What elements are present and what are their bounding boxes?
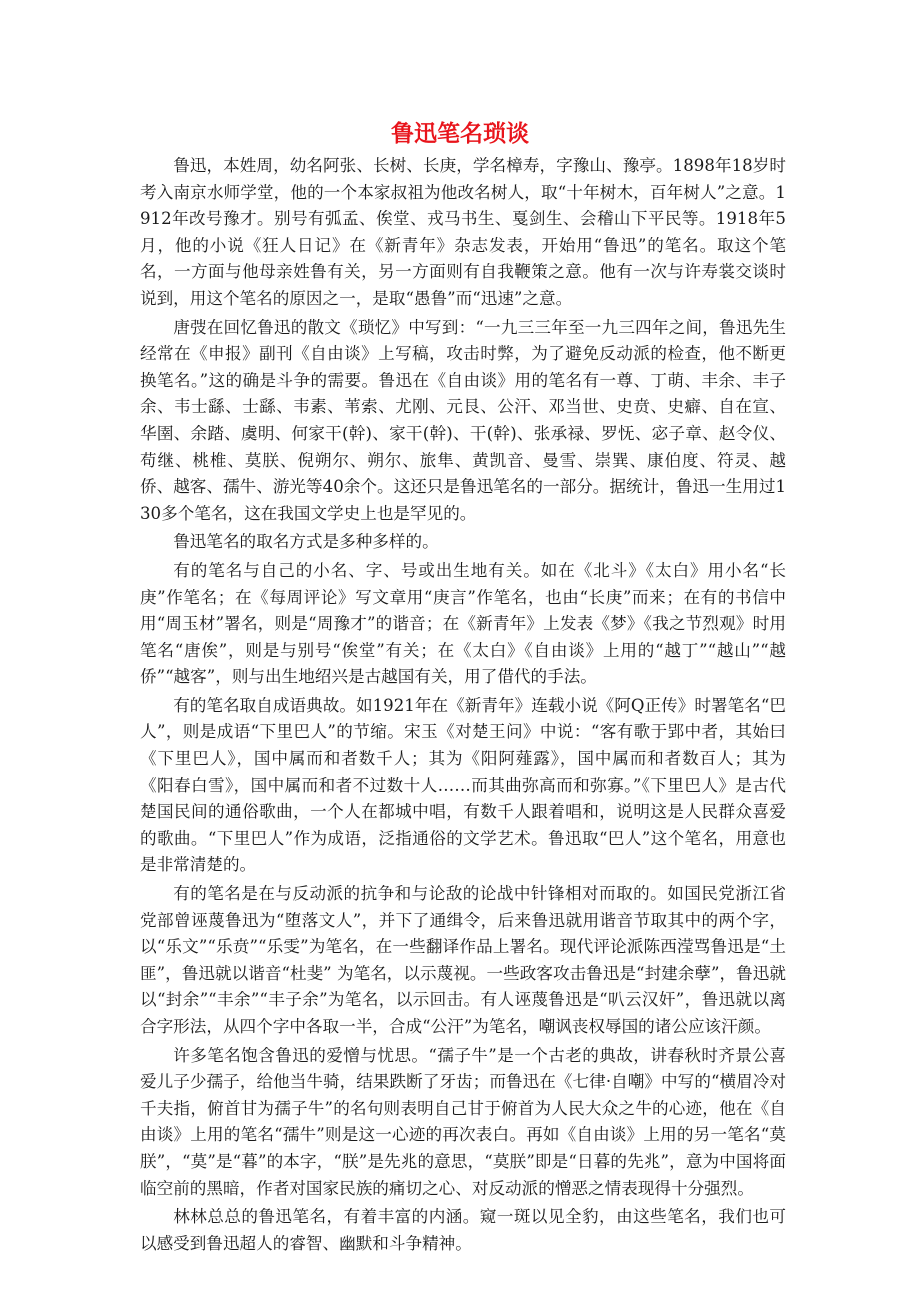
paragraph-8: 林林总总的鲁迅笔名，有着丰富的内涵。窥一斑以见全豹，由这些笔名，我们也可以感受到鲁迅超人的睿智、幽默和斗争精神。 [140, 1207, 786, 1253]
paragraph-7: 许多笔名饱含鲁迅的爱憎与忧思。“孺子牛”是一个古老的典故，讲春秋时齐景公喜爱儿子少孺子，给他当牛骑，结果跌断了牙齿；而鲁迅在《七律·自嘲》中写的“横眉冷对千夫指，俯首甘为孺子牛”的名句则表明自己甘于俯首为人民大众之牛的心迹，他在《自由谈》上用的笔名“孺牛”则是这一心迹的再次表白。再如《自由谈》上用的另一笔名“莫朕”，“莫”是“暮”的本字，“朕”是先兆的意思，“莫朕”即是“日暮的先兆”，意为中国将面临空前的黑暗，作者对国家民族的痛切之心、对反动派的憎恶之情表现得十分强烈。 [140, 1045, 786, 1198]
paragraph-2: 唐弢在回忆鲁迅的散文《琐忆》中写到：“一九三三年至一九三四年之间，鲁迅先生经常在《申报》副刊《自由谈》上写稿，攻击时弊，为了避免反动派的检查，他不断更换笔名。”这的确是斗争的需要。鲁迅在《自由谈》用的笔名有一尊、丁萌、丰余、丰子余、韦士繇、士繇、韦素、苇索、尤刚、元艮、公汗、邓当世、史贲、史癖、自在宣、华圉、余踏、虞明、何家干(幹)、家干(幹)、干(幹)、张承禄、罗怃、宓子章、赵令仪、苟继、桃椎、莫朕、倪朔尔、朔尔、旅隼、黄凯音、曼雪、崇巽、康伯度、符灵、越侨、越客、孺牛、游光等40余个。这还只是鲁迅笔名的一部分。据统计，鲁迅一生用过130多个笔名，这在我国文学史上也是罕见的。 [140, 317, 786, 523]
document-body [140, 153, 786, 1259]
paragraph-6: 有的笔名是在与反动派的抗争和与论敌的论战中针锋相对而取的。如国民党浙江省党部曾诬蔑鲁迅为“堕落文人”，并下了通缉令，后来鲁迅就用谐音节取其中的两个字，以“乐文”“乐贲”“乐雯”为笔名，在一些翻译作品上署名。现代评论派陈西滢骂鲁迅是“土匪”，鲁迅就以谐音“杜斐” 为笔名，以示蔑视。一些政客攻击鲁迅是“封建余孽”，鲁迅就以“封余”“丰余”“丰子余”为笔名，以示回击。有人诬蔑鲁迅是“叭云汉奸”，鲁迅就以离合字形法，从四个字中各取一半，合成“公汗”为笔名，嘲讽丧权辱国的诸公应该汗颜。 [140, 884, 786, 1036]
paragraph-3: 鲁迅笔名的取名方式是多种多样的。 [173, 532, 439, 552]
paragraph-4: 有的笔名与自己的小名、字、号或出生地有关。如在《北斗》《太白》用小名“长庚”作笔名；在《每周评论》写文章用“庚言”作笔名，也由“长庚”而来；在有的书信中用“周玉材”署名，则是“周豫才”的谐音；在《新青年》上发表《梦》《我之节烈观》时用笔名“唐俟”，则是与别号“俟堂”有关；在《太白》《自由谈》上用的“越丁”“越山”“越侨”“越客”，则与出生地绍兴是古越国有关，用了借代的手法。 [140, 560, 786, 687]
document-title: 鲁迅笔名琐谈 [391, 120, 529, 147]
paragraph-5: 有的笔名取自成语典故。如1921年在《新青年》连载小说《阿Q正传》时署笔名“巴人”，则是成语“下里巴人”的节缩。宋玉《对楚王问》中说：“客有歌于郢中者，其始曰《下里巴人》，国中属而和者数千人；其为《阳阿薤露》，国中属而和者数百人；其为《阳春白雪》，国中属而和者不过数十人……而其曲弥高而和弥寡。”《下里巴人》是古代楚国民间的通俗歌曲，一个人在都城中唱，有数千人跟着唱和，说明这是人民群众喜爱的歌曲。“下里巴人”作为成语，泛指通俗的文学艺术。鲁迅取“巴人”这个笔名，用意也是非常清楚的。 [140, 695, 786, 875]
paragraph-1: 鲁迅，本姓周，幼名阿张、长树、长庚，学名樟寿，字豫山、豫亭。1898年18岁时考入南京水师学堂，他的一个本家叔祖为他改名树人，取“十年树木，百年树人”之意。1912年改号豫才。别号有弧孟、俟堂、戎马书生、戛剑生、会稽山下平民等。1918年5月，他的小说《狂人日记》在《新青年》杂志发表，开始用“鲁迅”的笔名。取这个笔名，一方面与他母亲姓鲁有关，另一方面则有自我鞭策之意。他有一次与许寿裳交谈时说到，用这个笔名的原因之一，是取“愚鲁”而“迅速”之意。 [140, 156, 786, 308]
